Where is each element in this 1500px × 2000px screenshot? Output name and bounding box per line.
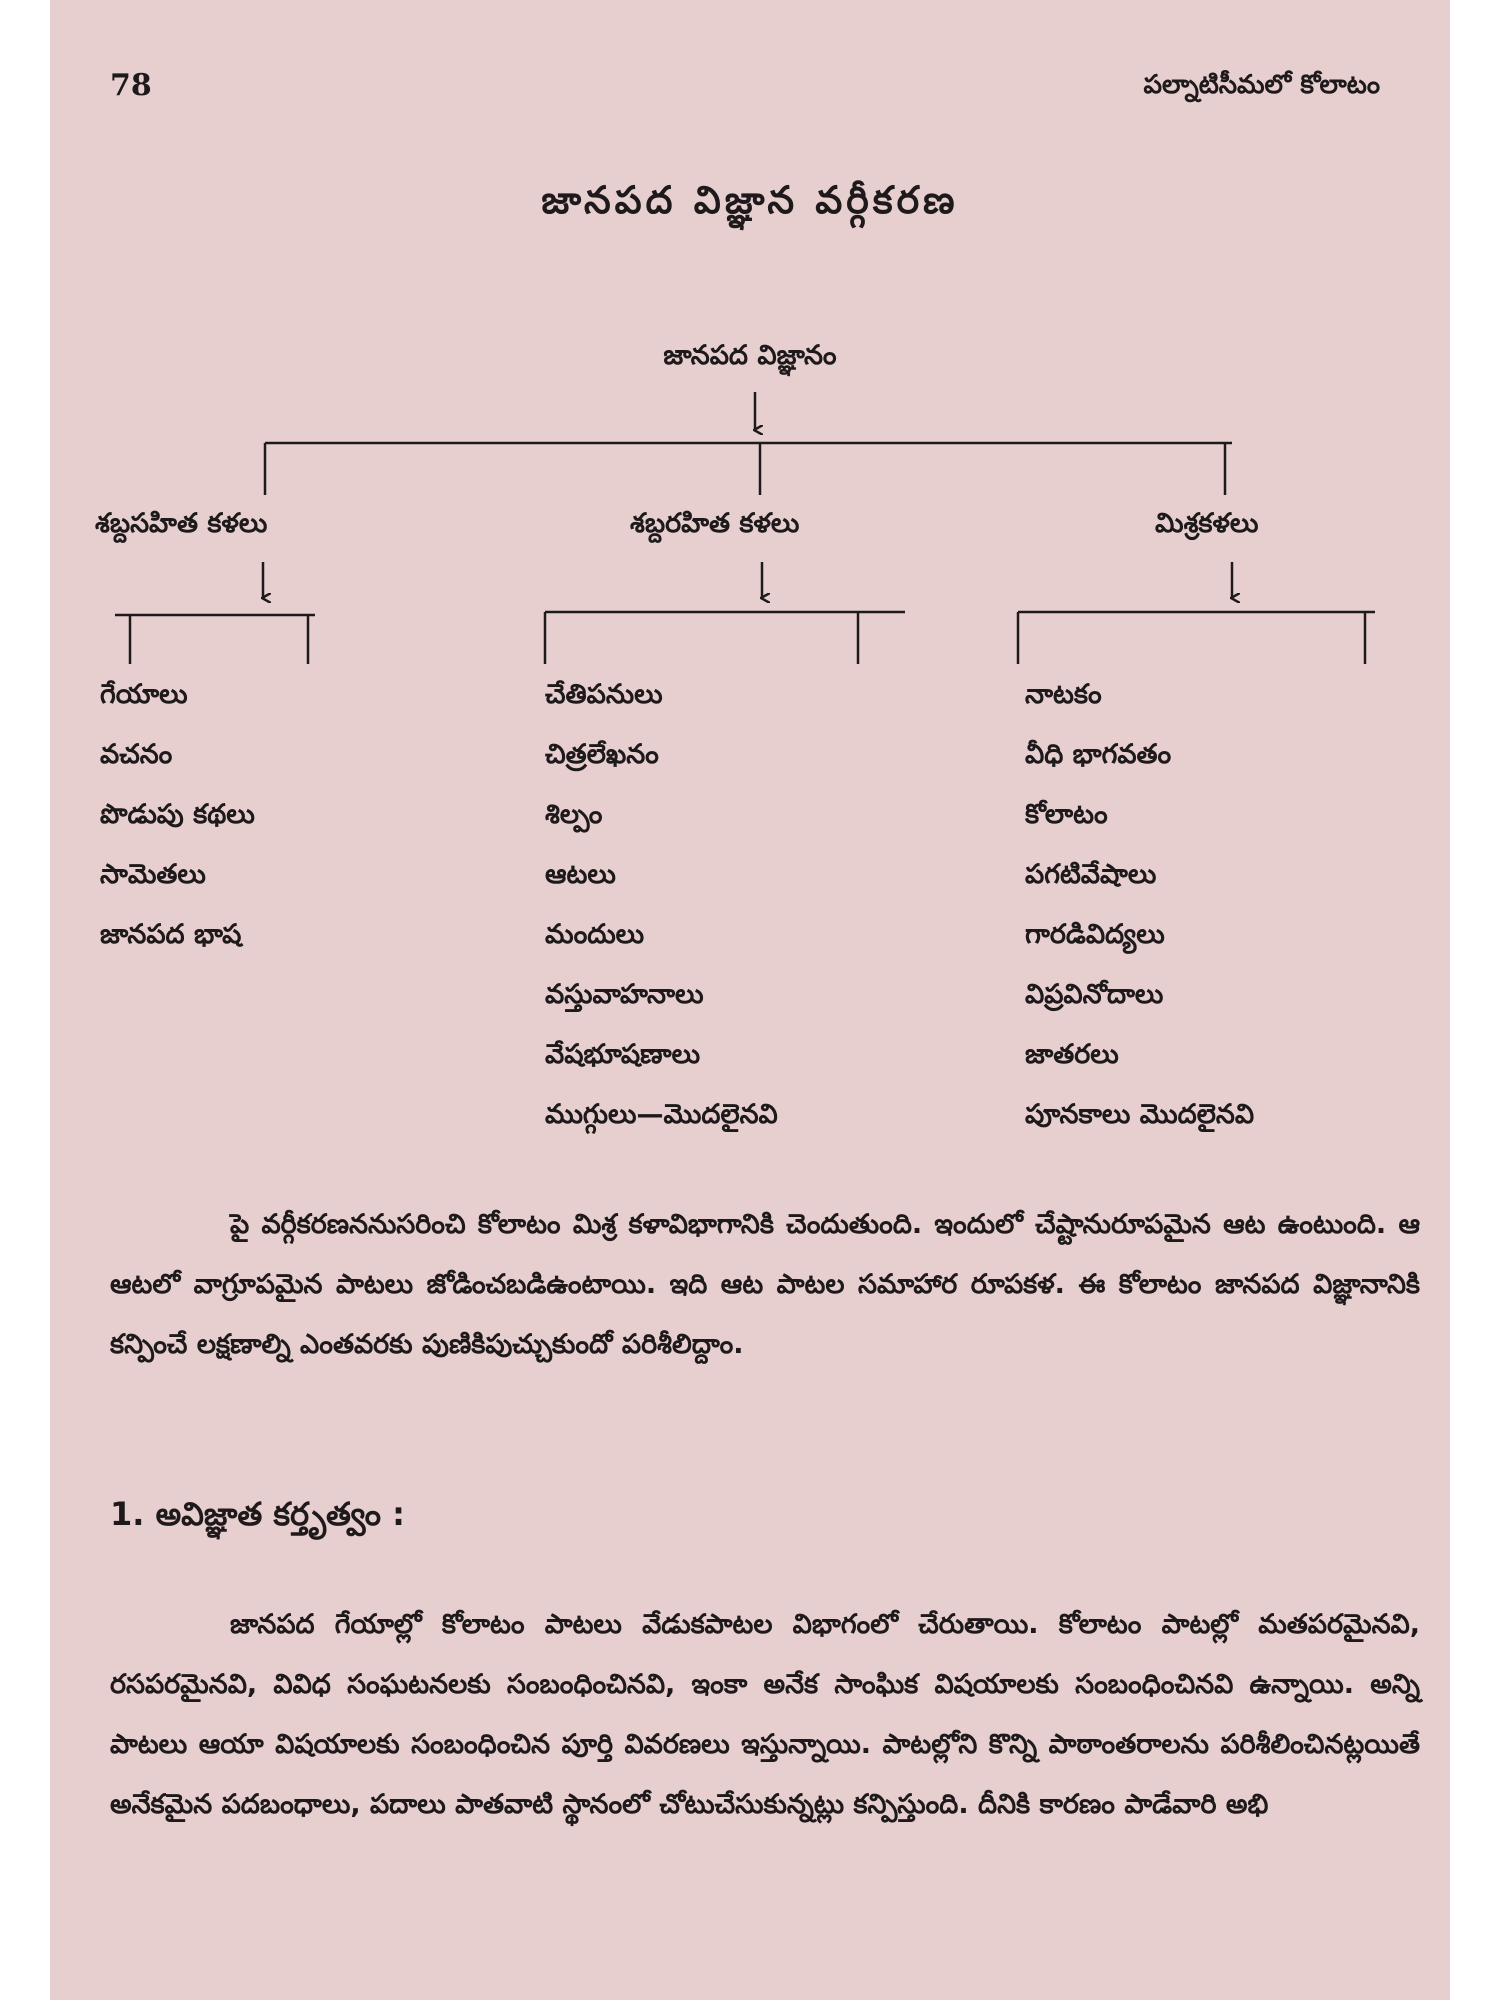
list-item: చిత్రలేఖనం <box>545 739 659 770</box>
list-item: పొడుపు కథలు <box>100 799 255 830</box>
list-item: వస్తువాహనాలు <box>545 979 704 1010</box>
branch-items-soundless-arts <box>545 665 778 1145</box>
list-item: విప్రవినోదాలు <box>1025 979 1164 1010</box>
list-item: పగటివేషాలు <box>1025 859 1157 890</box>
list-item: ఆటలు <box>545 859 616 890</box>
diagram-title: జానపద విజ్ఞాన వర్గీకరణ <box>541 178 959 222</box>
section-heading: 1. అవిజ్ఞాత కర్తృత్వం : <box>110 1495 405 1533</box>
list-item: వేషభూషణాలు <box>545 1039 701 1070</box>
body-paragraph-1: పై వర్గీకరణననుసరించి కోలాటం మిశ్ర కళావిభాగానికి చెందుతుంది. ఇందులో చేష్టానురూపమైన ఆట ఉంటుంది. ఆ ఆటలో వాగ్రూపమైన పాటలు జోడించబడిఉంటాయి. ఇది ఆట పాటల సమాహార రూపకళ. ఈ కోలాటం జానపద విజ్ఞానానికి కన్పించే లక్షణాల్ని ఎంతవరకు పుణికిపుచ్చుకుందో పరిశీలిద్దాం. <box>110 1209 1420 1360</box>
list-item: నాటకం <box>1025 679 1102 710</box>
branch-label-mixed-arts: మిశ్రకళలు <box>1155 508 1259 539</box>
list-item: ముగ్గులు—మొదలైనవి <box>545 1099 778 1130</box>
branch-label-sound-arts: శబ్దసహిత కళలు <box>95 508 268 539</box>
body-paragraph-2: జానపద గేయాల్లో కోలాటం పాటలు వేడుకపాటల విభాగంలో చేరుతాయి. కోలాటం పాటల్లో మతపరమైనవి, రసపరమైనవి, వివిధ సంఘటనలకు సంబంధించినవి, ఇంకా అనేక సాంఘిక విషయాలకు సంబంధించినవి ఉన్నాయి. అన్ని పాటలు ఆయా విషయాలకు సంబంధించిన పూర్తి వివరణలు ఇస్తున్నాయి. పాటల్లోని కొన్ని పాఠాంతరాలను పరిశీలించినట్లయితే అనేకమైన పదబంధాలు, పదాలు పాతవాటి స్థానంలో చోటుచేసుకున్నట్లు కన్పిస్తుంది. దీనికి కారణం పాడేవారి అభి <box>110 1609 1420 1820</box>
list-item: చేతిపనులు <box>545 679 663 710</box>
list-item: గారడివిద్యలు <box>1025 919 1165 950</box>
branch-items-mixed-arts <box>1025 665 1254 1145</box>
list-item: జాతరలు <box>1025 1039 1119 1070</box>
list-item: శిల్పం <box>545 799 603 830</box>
book-page <box>50 0 1450 2000</box>
list-item: జానపద భాష <box>100 919 242 950</box>
list-item: సామెతలు <box>100 859 206 890</box>
list-item: వచనం <box>100 739 173 770</box>
branch-label-soundless-arts: శబ్దరహిత కళలు <box>630 508 800 539</box>
list-item: కోలాటం <box>1025 799 1108 830</box>
list-item: పూనకాలు మొదలైనవి <box>1025 1099 1255 1130</box>
list-item: మందులు <box>545 919 645 950</box>
diagram-root-node: జానపద విజ్ఞానం <box>663 340 837 371</box>
list-item: వీధి భాగవతం <box>1025 739 1172 770</box>
page-number: 78 <box>110 68 152 103</box>
running-header: పల్నాటిసీమలో కోలాటం <box>1143 70 1380 100</box>
list-item: గేయాలు <box>100 679 188 710</box>
branch-items-sound-arts <box>100 665 255 965</box>
